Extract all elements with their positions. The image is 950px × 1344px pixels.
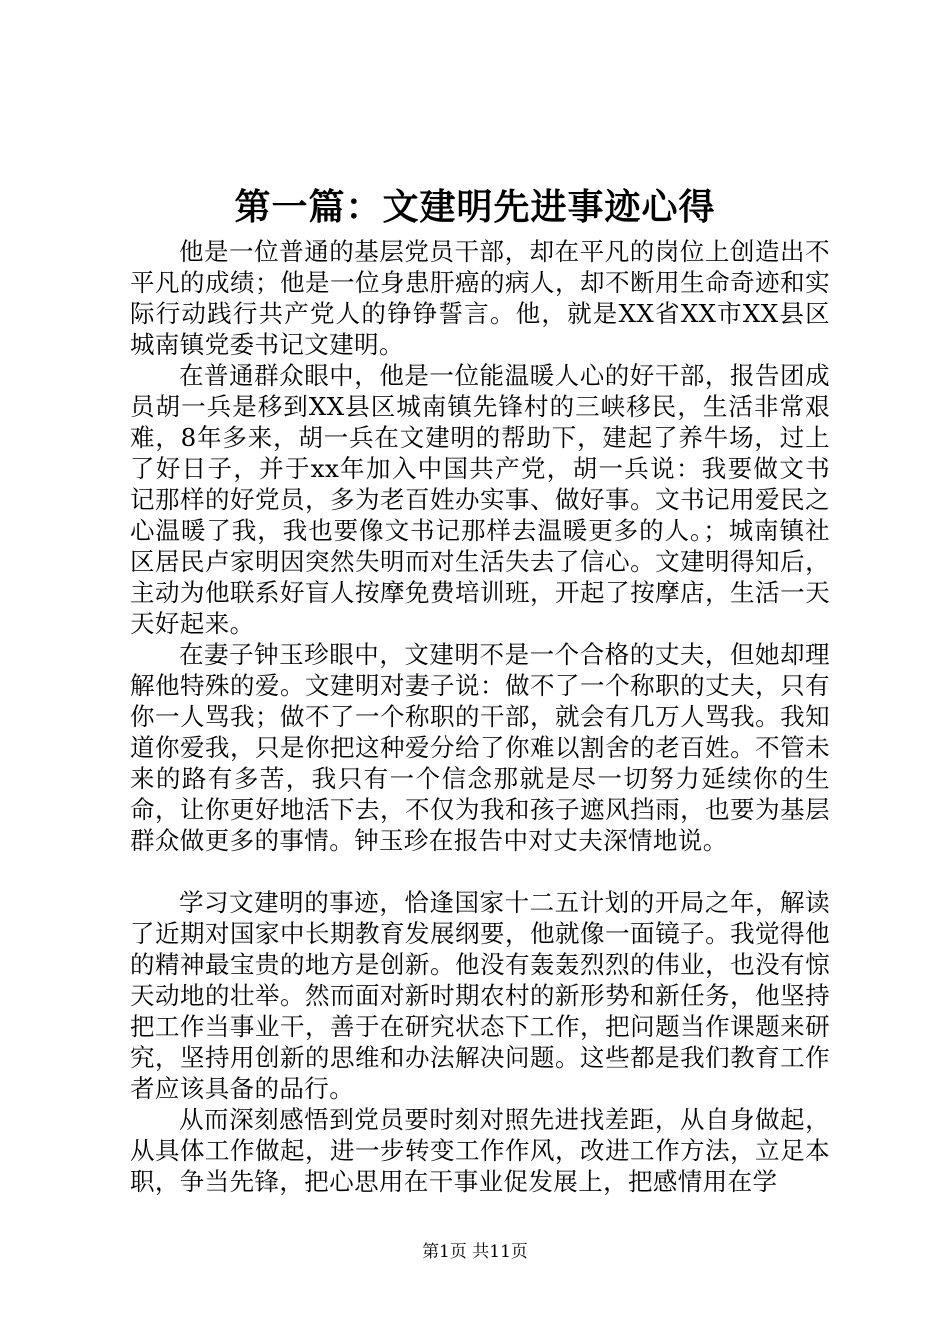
document-title: 第一篇：文建明先进事迹心得 [234, 187, 716, 228]
paragraph-4: 学习文建明的事迹，恰逢国家十二五计划的开局之年，解读了近期对国家中长期教育发展纲要，他就像一面镜子。我觉得他的精神最宝贵的地方是创新。他没有轰轰烈烈的伟业，也没有惊天动地的壮举。然而面对新时期农村的新形势和新任务，他坚持把工作当事业干，善于在研究状态下工作，把问题当作课题来研究，坚持用创新的思维和办法解决问题。这些都是我们教育工作者应该具备的品行。 [130, 888, 830, 1103]
paragraph-1: 他是一位普通的基层党员干部，却在平凡的岗位上创造出不平凡的成绩；他是一位身患肝癌的病人，却不断用生命奇迹和实际行动践行共产党人的铮铮誓言。他，就是XX省XX市XX县区城南镇党委书记文建明。 [130, 237, 830, 359]
document-body [130, 236, 830, 1197]
paragraph-2: 在普通群众眼中，他是一位能温暖人心的好干部，报告团成员胡一兵是移到XX县区城南镇先锋村的三峡移民，生活非常艰难，8年多来，胡一兵在文建明的帮助下，建起了养牛场，过上了好日子，并于xx年加入中国共产党，胡一兵说：我要做文书记那样的好党员，多为老百姓办实事、做好事。文书记用爱民之心温暖了我，我也要像文书记那样去温暖更多的人。；城南镇社区居民卢家明因突然失明而对生活失去了信心。文建明得知后，主动为他联系好盲人按摩免费培训班，开起了按摩店，生活一天天好起来。 [130, 361, 830, 638]
paragraph-3: 在妻子钟玉珍眼中，文建明不是一个合格的丈夫，但她却理解他特殊的爱。文建明对妻子说：做不了一个称职的丈夫，只有你一人骂我；做不了一个称职的干部，就会有几万人骂我。我知道你爱我，只是你把这种爱分给了你难以割舍的老百姓。不管未来的路有多苦，我只有一个信念那就是尽一切努力延续你的生命，让你更好地活下去，不仅为我和孩子遮风挡雨，也要为基层群众做更多的事情。钟玉珍在报告中对丈夫深情地说。 [130, 640, 830, 855]
page-footer: 第1页 共11页 [422, 1242, 528, 1262]
paragraph-5: 从而深刻感悟到党员要时刻对照先进找差距，从自身做起，从具体工作做起，进一步转变工作作风，改进工作方法，立足本职，争当先锋，把心思用在干事业促发展上，把感情用在学 [130, 1105, 830, 1196]
paragraph-spacer [130, 856, 830, 887]
